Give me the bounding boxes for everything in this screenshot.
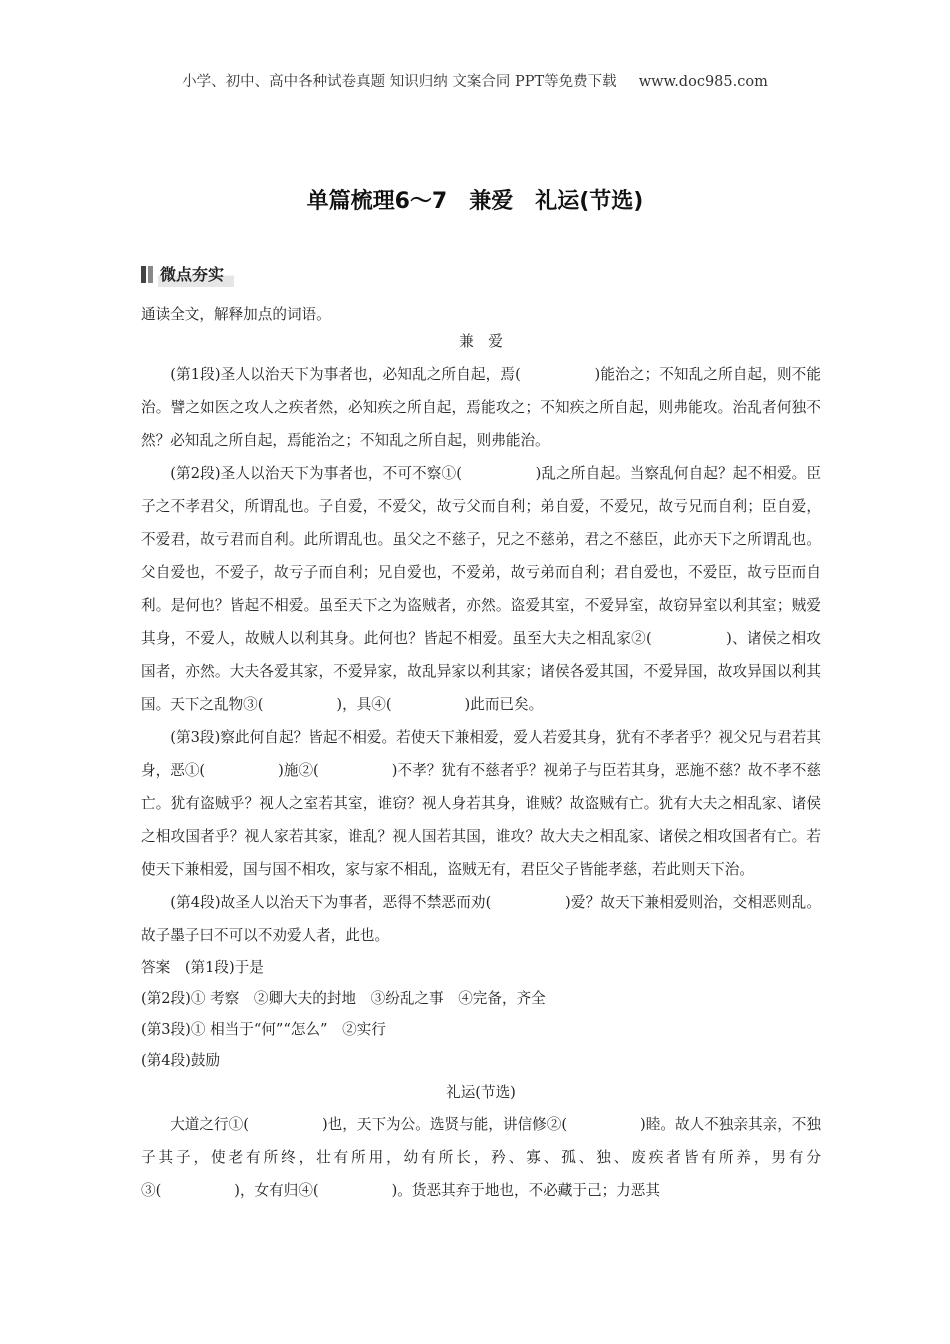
liyun-paragraph-1: 大道之行①( )也，天下为公。选贤与能，讲信修②( )睦。故人不独亲其亲，不独子其子，使老有所终，壮有所用，幼有所长，矜、寡、孤、独、废疾者皆有所养，男有分③( )，女有归④( )。货恶其弃于地也，不必藏于己；力恶其 [141,1116,821,1199]
answer-2: (第2段)① 考察 ②卿大夫的封地 ③纷乱之事 ④完备，齐全 [141,990,546,1007]
instruction: 通读全文，解释加点的词语。 [141,306,331,323]
answer-1: (第1段)于是 [184,959,264,976]
liyun-heading: 礼运(节选) [446,1084,516,1101]
header-text: 小学、初中、高中各种试卷真题 知识归纳 文案合同 PPT等免费下载 [182,74,617,90]
jianai-paragraph-4: (第4段)故圣人以治天下为事者，恶得不禁恶而劝( )爱？故天下兼相爱则治，交相恶则乱。故子墨子曰不可以不劝爱人者，此也。 [141,894,821,944]
jianai-paragraph-1: (第1段)圣人以治天下为事者也，必知乱之所自起，焉( )能治之；不知乱之所自起，则不能治。譬之如医之攻人之疾者然，必知疾之所自起，焉能攻之；不知疾之所自起，则弗能攻。治乱者何独不然？必知乱之所自起，焉能治之；不知乱之所自起，则弗能治。 [141,366,821,449]
section-marker-icon [141,266,146,283]
page-header [0,70,950,91]
section-label: 微点夯实 [158,262,234,287]
section-marker-icon-secondary [148,266,153,283]
answer-label: 答案 [141,959,171,976]
jianai-heading: 兼 爱 [459,333,503,350]
jianai-paragraph-2: (第2段)圣人以治天下为事者也，不可不察①( )乱之所自起。当察乱何自起？起不相爱。臣子之不孝君父，所谓乱也。子自爱，不爱父，故亏父而自利；弟自爱，不爱兄，故亏兄而自利；臣自爱，不爱君，故亏君而自利。此所谓乱也。虽父之不慈子，兄之不慈弟，君之不慈臣，此亦天下之所谓乱也。父自爱也，不爱子，故亏子而自利；兄自爱也，不爱弟，故亏弟而自利；君自爱也，不爱臣，故亏臣而自利。是何也？皆起不相爱。虽至天下之为盗贼者，亦然。盗爱其室，不爱异室，故窃异室以利其室；贼爱其身，不爱人，故贼人以利其身。此何也？皆起不相爱。虽至大夫之相乱家②( )、诸侯之相攻国者，亦然。大夫各爱其家，不爱异家，故乱异家以利其家；诸侯各爱其国，不爱异国，故攻异国以利其国。天下之乱物③( )，具④( )此而已矣。 [141,465,821,713]
answer-3: (第3段)① 相当于“何”“怎么” ②实行 [141,1021,386,1038]
page-title: 单篇梳理6～7 兼爱 礼运(节选) [306,189,644,214]
main-content [141,304,821,1207]
answer-line-1 [141,952,821,983]
answer-4: (第4段)鼓励 [141,1052,221,1069]
section-tag [141,262,234,287]
header-site: www.doc985.com [638,74,768,90]
jianai-paragraph-3: (第3段)察此何自起？皆起不相爱。若使天下兼相爱，爱人若爱其身，犹有不孝者乎？视父兄与君若其身，恶①( )施②( )不孝？犹有不慈者乎？视弟子与臣若其身，恶施不慈？故不孝不慈亡。犹有盗贼乎？视人之室若其室，谁窃？视人身若其身，谁贼？故盗贼有亡。犹有大夫之相乱家、诸侯之相攻国者乎？视人家若其家，谁乱？视人国若其国，谁攻？故大夫之相乱家、诸侯之相攻国者有亡。若使天下兼相爱，国与国不相攻，家与家不相乱，盗贼无有，君臣父子皆能孝慈，若此则天下治。 [141,729,821,878]
